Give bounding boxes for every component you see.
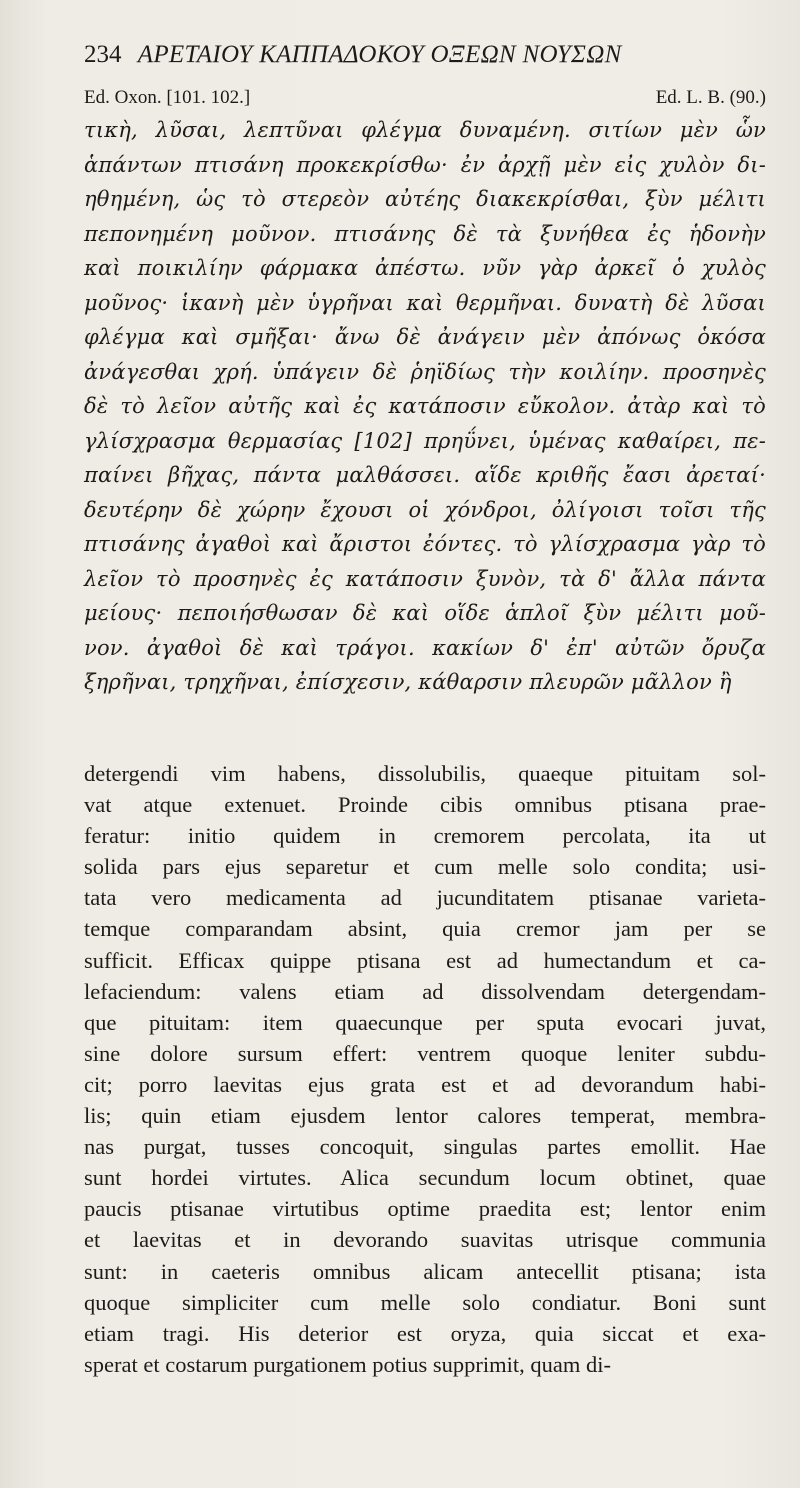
latin-line: paucis ptisanae virtutibus optime praedita est; lentor enim [84, 1196, 766, 1222]
latin-line: lis; quin etiam ejusdem lentor calores temperat, membra- [84, 1103, 766, 1129]
latin-line: sperat et costarum purgationem potius supprimit, quam di- [84, 1351, 611, 1377]
greek-line: τικὴ, λῦσαι, λεπτῦναι φλέγμα δυναμένη. σιτίων μὲν ὧν [84, 118, 766, 142]
page-number: 234 [84, 41, 122, 68]
latin-line: etiam tragi. His deterior est oryza, quia siccat et exa- [84, 1320, 766, 1346]
greek-text-block [84, 113, 766, 700]
running-title: ΑΡΕΤΑΙΟΥ ΚΑΠΠΑΔΟΚΟΥ ΟΞΕΩΝ ΝΟΥΣΩΝ [137, 41, 622, 68]
latin-line: que pituitam: item quaecunque per sputa evocari juvat, [84, 1009, 766, 1035]
latin-line: cit; porro laevitas ejus grata est et ad devorandum habi- [84, 1071, 766, 1097]
latin-line: sunt hordei virtutes. Alica secundum locum obtinet, quae [84, 1165, 766, 1191]
latin-line: et laevitas et in devorando suavitas utrisque communia [84, 1227, 766, 1253]
edition-reference-left: Ed. Oxon. [101. 102.] [84, 87, 251, 108]
latin-line: nas purgat, tusses concoquit, singulas partes emollit. Hae [84, 1134, 766, 1160]
latin-line: lefaciendum: valens etiam ad dissolvendam detergendam- [84, 978, 766, 1004]
greek-line: λεῖον τὸ προσηνὲς ἐς κατάποσιν ξυνὸν, τὰ δ' ἄλλα πάντα [84, 566, 766, 591]
latin-line: sine dolore sursum effert: ventrem quoque leniter subdu- [84, 1040, 766, 1066]
running-head [84, 40, 774, 70]
latin-line: solida pars ejus separetur et cum melle solo condita; usi- [84, 854, 766, 880]
greek-line: πτισάνης ἀγαθοὶ καὶ ἄριστοι ἐόντες. τὸ γλίσχρασμα γὰρ τὸ [84, 532, 766, 556]
greek-line: παίνει βῆχας, πάντα μαλθάσσει. αἵδε κριθῆς ἔασι ἀρεταί· [84, 463, 766, 487]
greek-line: δευτέρην δὲ χώρην ἔχουσι οἱ χόνδροι, ὀλίγοισι τοῖσι τῆς [84, 497, 766, 522]
latin-line: feratur: initio quidem in cremorem percolata, ita ut [84, 823, 766, 849]
greek-line: μείους· πεποιήσθωσαν δὲ καὶ οἵδε ἁπλοῖ ξὺν μέλιτι μοῦ- [84, 601, 766, 625]
greek-line: γλίσχρασμα θερμασίας [102] πρηΰνει, ὑμένας καθαίρει, πε- [84, 428, 766, 453]
latin-line: sufficit. Efficax quippe ptisana est ad humectandum et ca- [84, 947, 766, 973]
latin-line: vat atque extenuet. Proinde cibis omnibus ptisana prae- [84, 792, 766, 818]
edition-reference-line [84, 86, 766, 110]
greek-line: καὶ ποικιλίην φάρμακα ἀπέστω. νῦν γὰρ ἀρκεῖ ὁ χυλὸς [84, 256, 766, 280]
latin-line: quoque simpliciter cum melle solo condiatur. Boni sunt [84, 1289, 766, 1315]
latin-translation-block [84, 758, 766, 1380]
greek-line: ἀνάγεσθαι χρή. ὑπάγειν δὲ ῥηϊδίως τὴν κοιλίην. προσηνὲς [84, 359, 766, 384]
greek-line: φλέγμα καὶ σμῆξαι· ἄνω δὲ ἀνάγειν μὲν ἀπόνως ὁκόσα [84, 325, 766, 349]
latin-line: temque comparandam absint, quia cremor jam per se [84, 916, 766, 942]
latin-line: detergendi vim habens, dissolubilis, quaeque pituitam sol- [84, 761, 766, 786]
edition-reference-right: Ed. L. B. (90.) [655, 87, 766, 108]
latin-line: sunt: in caeteris omnibus alicam antecellit ptisana; ista [84, 1258, 766, 1284]
greek-line: ξηρῆναι, τρηχῆναι, ἐπίσχεσιν, κάθαρσιν πλευρῶν μᾶλλον ἢ [84, 670, 732, 694]
greek-line: πεπονημένη μοῦνον. πτισάνης δὲ τὰ ξυνήθεα ἐς ἡδονὴν [84, 221, 766, 246]
greek-line: ηθημένη, ὡς τὸ στερεὸν αὐτέης διακεκρίσθαι, ξὺν μέλιτι [84, 187, 766, 211]
latin-line: tata vero medicamenta ad jucunditatem ptisanae varieta- [84, 885, 766, 911]
greek-line: ἁπάντων πτισάνη προκεκρίσθω· ἐν ἀρχῇ μὲν εἰς χυλὸν δι- [84, 152, 766, 177]
greek-line: δὲ τὸ λεῖον αὐτῆς καὶ ἐς κατάποσιν εὔκολον. ἀτὰρ καὶ τὸ [84, 394, 766, 418]
greek-line: μοῦνος· ἱκανὴ μὲν ὑγρῆναι καὶ θερμῆναι. δυνατὴ δὲ λῦσαι [84, 290, 766, 315]
greek-line: νον. ἀγαθοὶ δὲ καὶ τράγοι. κακίων δ' ἐπ' αὐτῶν ὄρυζα [84, 635, 766, 660]
